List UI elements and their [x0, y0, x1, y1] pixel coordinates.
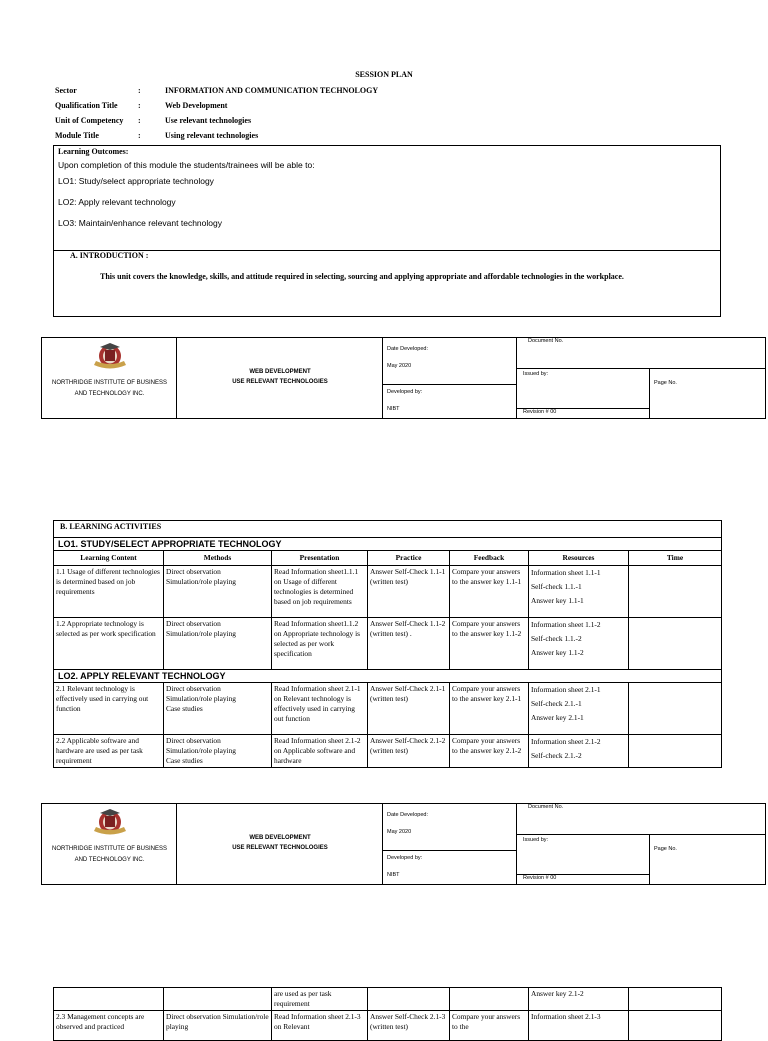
resource-item: Information sheet 2.1-1 [531, 685, 601, 694]
method-item: Simulation/role playing [166, 629, 236, 638]
institution-name-line2: AND TECHNOLOGY INC. [74, 857, 145, 863]
issued-by-label: Issued by: [523, 371, 549, 377]
learning-outcome-item: LO1: Study/select appropriate technology [58, 176, 214, 186]
cell-resources: Answer key 2.1-2 [529, 988, 629, 1011]
cell-presentation: Read Information sheet 2.1-3 on Relevant [272, 1011, 368, 1041]
institution-name-line1: NORTHRIDGE INSTITUTE OF BUSINESS [52, 846, 167, 852]
cell-methods [164, 735, 272, 768]
footer-date-cell [383, 338, 517, 418]
learning-activities-table [53, 520, 722, 768]
footer-document-cell [517, 338, 767, 418]
method-item: Simulation/role playing [166, 746, 236, 755]
cell-presentation: Read Information sheet1.1.1 on Usage of different technologies is determined based on job requirements [272, 566, 368, 618]
table-row [54, 683, 722, 735]
cell-practice [368, 988, 450, 1011]
cell-practice: Answer Self-Check 1.1-2 (written test) . [368, 618, 450, 670]
date-developed-value: May 2020 [387, 829, 412, 835]
divider [517, 368, 766, 369]
cell-methods: Direct observation Simulation/role playing [164, 1011, 272, 1041]
cell-content: 1.2 Appropriate technology is selected as per work specification [54, 618, 164, 670]
developed-by-value: NIBT [387, 872, 400, 878]
cell-content: 2.1 Relevant technology is effectively used in carrying out function [54, 683, 164, 735]
date-developed-value: May 2020 [387, 363, 412, 369]
revision-label: Revision # 00 [523, 875, 557, 881]
introduction-heading: A. INTRODUCTION : [70, 251, 149, 260]
cell-presentation: Read Information sheet1.1.2 on Appropriate technology is selected as per work specification [272, 618, 368, 670]
cell-methods [164, 618, 272, 670]
page-no-label: Page No. [654, 380, 677, 386]
resource-item: Information sheet 1.1-1 [531, 568, 601, 577]
cell-feedback: Compare your answers to the [450, 1011, 529, 1041]
cell-time [629, 566, 722, 618]
issued-by-label: Issued by: [523, 837, 549, 843]
divider [383, 850, 516, 851]
resource-item: Self-check 1.1.-1 [531, 582, 582, 591]
method-item: Simulation/role playing [166, 577, 236, 586]
divider [383, 384, 516, 385]
revision-label: Revision # 00 [523, 409, 557, 415]
cell-practice: Answer Self-Check 2.1-1 (written test) [368, 683, 450, 735]
resource-item: Self-check 1.1.-2 [531, 634, 582, 643]
date-developed-label: Date Developed: [387, 346, 428, 352]
method-item: Direct observation [166, 736, 221, 745]
method-item: Direct observation [166, 684, 221, 693]
resource-item: Answer key 1.1-2 [531, 648, 584, 657]
cell-content: 2.2 Applicable software and hardware are used as per task requirement [54, 735, 164, 768]
cell-methods [164, 683, 272, 735]
column-header: Methods [164, 551, 272, 566]
footer-program-cell [177, 804, 383, 884]
cell-feedback: Compare your answers to the answer key 2.1-1 [450, 683, 529, 735]
footer-date-cell [383, 804, 517, 884]
resource-item: Answer key 2.1-1 [531, 713, 584, 722]
cell-content: 1.1 Usage of different technologies is determined based on job requirements [54, 566, 164, 618]
learning-outcomes-heading: Learning Outcomes: [58, 147, 129, 156]
cell-resources [529, 618, 629, 670]
developed-by-value: NIBT [387, 406, 400, 412]
learning-outcomes-box [53, 145, 721, 317]
document-no-label: Document No. [528, 804, 564, 810]
footer-program-cell [177, 338, 383, 418]
resource-item: Self-check 2.1.-1 [531, 699, 582, 708]
cell-time [629, 735, 722, 768]
cell-time [629, 988, 722, 1011]
column-header: Learning Content [54, 551, 164, 566]
resource-item: Self-check 2.1.-2 [531, 751, 582, 760]
cell-practice: Answer Self-Check 1.1-1 (written test) [368, 566, 450, 618]
divider [54, 250, 720, 251]
divider [517, 834, 766, 835]
page-title: SESSION PLAN [355, 70, 413, 79]
institution-logo-icon [92, 807, 128, 837]
table-header-row [54, 551, 722, 566]
document-footer [41, 803, 766, 885]
page-no-label: Page No. [654, 846, 677, 852]
cell-time [629, 618, 722, 670]
cell-feedback: Compare your answers to the answer key 2.1-2 [450, 735, 529, 768]
resource-item: Information sheet 1.1-2 [531, 620, 601, 629]
table-row [54, 988, 722, 1011]
date-developed-label: Date Developed: [387, 812, 428, 818]
column-header: Feedback [450, 551, 529, 566]
divider [649, 834, 650, 884]
cell-time [629, 683, 722, 735]
program-title: WEB DEVELOPMENT [249, 835, 311, 841]
learning-outcome-item: LO2: Apply relevant technology [58, 197, 176, 207]
cell-practice: Answer Self-Check 2.1-2 (written test) [368, 735, 450, 768]
learning-activities-banner: B. LEARNING ACTIVITIES [54, 521, 722, 538]
table-row [54, 618, 722, 670]
table-row [54, 1011, 722, 1041]
institution-name-line2: AND TECHNOLOGY INC. [74, 391, 145, 397]
cell-feedback: Compare your answers to the answer key 1.1-2 [450, 618, 529, 670]
cell-methods [164, 988, 272, 1011]
cell-time [629, 1011, 722, 1041]
program-subtitle: USE RELEVANT TECHNOLOGIES [232, 379, 328, 385]
cell-presentation: Read Information sheet 2.1-1 on Relevant technology is effectively used in carrying out function [272, 683, 368, 735]
column-header: Time [629, 551, 722, 566]
divider [649, 368, 650, 418]
table-row [54, 566, 722, 618]
program-subtitle: USE RELEVANT TECHNOLOGIES [232, 845, 328, 851]
column-header: Practice [368, 551, 450, 566]
institution-logo-icon [92, 341, 128, 371]
learning-activities-table-continued [53, 987, 722, 1041]
cell-resources [529, 683, 629, 735]
cell-feedback: Compare your answers to the answer key 1.1-1 [450, 566, 529, 618]
method-item: Direct observation [166, 619, 221, 628]
method-item: Case studies [166, 756, 203, 765]
footer-document-cell [517, 804, 767, 884]
learning-outcome-item: LO3: Maintain/enhance relevant technology [58, 218, 222, 228]
resource-item: Answer key 1.1-1 [531, 596, 584, 605]
cell-presentation: are used as per task requirement [272, 988, 368, 1011]
learning-outcomes-intro: Upon completion of this module the students/trainees will be able to: [58, 160, 315, 170]
lo1-title: LO1. STUDY/SELECT APPROPRIATE TECHNOLOGY [54, 538, 722, 551]
document-no-label: Document No. [528, 338, 564, 344]
cell-methods [164, 566, 272, 618]
footer-institution-cell [42, 338, 177, 418]
method-item: Case studies [166, 704, 203, 713]
cell-presentation: Read Information sheet 2.1-2 on Applicable software and hardware [272, 735, 368, 768]
resource-item: Information sheet 2.1-2 [531, 737, 601, 746]
column-header: Presentation [272, 551, 368, 566]
method-item: Simulation/role playing [166, 694, 236, 703]
institution-name-line1: NORTHRIDGE INSTITUTE OF BUSINESS [52, 380, 167, 386]
introduction-text: This unit covers the knowledge, skills, and attitude required in selecting, sourcing and applying appropriate and affordable technologies in the workplace. [100, 272, 624, 281]
table-row [54, 735, 722, 768]
cell-resources [529, 566, 629, 618]
cell-resources [529, 735, 629, 768]
developed-by-label: Developed by: [387, 855, 423, 861]
document-footer [41, 337, 766, 419]
program-title: WEB DEVELOPMENT [249, 369, 311, 375]
cell-content: 2.3 Management concepts are observed and practiced [54, 1011, 164, 1041]
cell-resources: Information sheet 2.1-3 [529, 1011, 629, 1041]
method-item: Direct observation [166, 567, 221, 576]
cell-feedback [450, 988, 529, 1011]
footer-institution-cell [42, 804, 177, 884]
cell-content [54, 988, 164, 1011]
cell-practice: Answer Self-Check 2.1-3 (written test) [368, 1011, 450, 1041]
developed-by-label: Developed by: [387, 389, 423, 395]
lo2-title: LO2. APPLY RELEVANT TECHNOLOGY [54, 670, 722, 683]
column-header: Resources [529, 551, 629, 566]
